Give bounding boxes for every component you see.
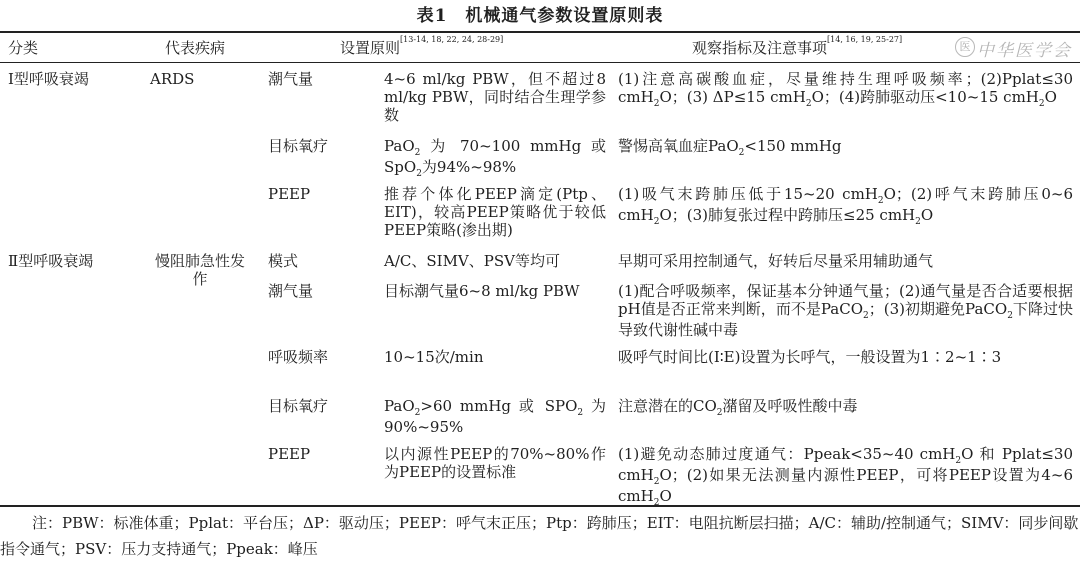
row3-principle: 推荐个体化PEEP滴定(Ptp、EIT)，较高PEEP策略优于较低PEEP策略(渗出期) — [384, 185, 606, 239]
row8-notes: (1)避免动态肺过度通气：Ppeak<35~40 cmH$_2$O 和 Pplat≤30 cmH$_2$O；(2)如果无法测量内源性PEEP，可将PEEP设置为4~6 cmH$_2$O — [618, 445, 1073, 508]
table-top-rule — [0, 31, 1080, 33]
header-notes — [692, 37, 902, 58]
row1-principle: 4~6 ml/kg PBW，但不超过8 ml/kg PBW，同时结合生理学参数 — [384, 70, 606, 124]
row4-principle: A/C、SIMV、PSV等均可 — [384, 252, 560, 270]
row1-disease: ARDS — [150, 70, 195, 88]
header-notes-ref: [14, 16, 19, 25-27] — [827, 35, 903, 44]
table-header-rule — [0, 62, 1080, 63]
row2-notes: 警惕高氧血症PaO$_2$<150 mmHg — [618, 137, 842, 158]
row6-param: 呼吸频率 — [268, 348, 329, 366]
row1-notes: (1)注意高碳酸血症，尽量维持生理呼吸频率；(2)Pplat≤30 cmH$_2$O；(3) ΔP≤15 cmH$_2$O；(4)跨肺驱动压<10~15 cmH$_2$O — [618, 70, 1073, 109]
row4-category: Ⅱ型呼吸衰竭 — [8, 252, 94, 270]
header-principle-ref: [13-14, 18, 22, 24, 28-29] — [400, 35, 504, 44]
watermark-seal: 医 — [955, 37, 975, 57]
row2-param: 目标氧疗 — [268, 137, 329, 155]
row1-category: Ⅰ型呼吸衰竭 — [8, 70, 89, 88]
watermark: 中华医学会 — [977, 41, 1072, 61]
row6-principle: 10~15次/min — [384, 348, 484, 366]
row1-param: 潮气量 — [268, 70, 314, 88]
header-notes-label: 观察指标及注意事项 — [692, 39, 828, 57]
row5-param: 潮气量 — [268, 282, 314, 300]
header-category: 分类 — [8, 39, 39, 57]
header-disease: 代表疾病 — [165, 39, 226, 57]
row8-principle: 以内源性PEEP的70%~80%作为PEEP的设置标准 — [384, 445, 606, 481]
row4-param: 模式 — [268, 252, 299, 270]
row5-notes: (1)配合呼吸频率，保证基本分钟通气量；(2)通气量是否合适要根据pH值是否正常来判断，而不是PaCO$_2$；(3)初期避免PaCO$_2$下降过快导致代谢性碱中毒 — [618, 282, 1073, 339]
row7-notes: 注意潜在的$CO_2$潴留及呼吸性酸中毒 — [618, 397, 858, 418]
row5-principle: 目标潮气量6~8 ml/kg PBW — [384, 282, 580, 300]
row2-principle: PaO$_2$ 为 70~100 mmHg 或 SpO$_2$为94%~98% — [384, 137, 606, 179]
row3-param: PEEP — [268, 185, 311, 203]
row7-principle: PaO$_2$>60 mmHg 或 $SPO_2$ 为 90%~95% — [384, 397, 606, 436]
row8-param: PEEP — [268, 445, 311, 463]
row4-disease: 慢阻肺急性发作 — [154, 252, 245, 288]
header-principle-label: 设置原则 — [340, 39, 401, 57]
row3-notes: (1)吸气末跨肺压低于15~20 cmH$_2$O；(2)呼气末跨肺压0~6 cmH$_2$O；(3)肺复张过程中跨肺压≤25 cmH$_2$O — [618, 185, 1073, 227]
header-principle — [340, 37, 503, 58]
row6-notes: 吸呼气时间比(I∶E)设置为长呼气，一般设置为1∶2~1∶3 — [618, 348, 1002, 366]
row7-param: 目标氧疗 — [268, 397, 329, 415]
table-title: 表1 机械通气参数设置原则表 — [416, 6, 664, 26]
row4-notes: 早期可采用控制通气，好转后尽量采用辅助通气 — [618, 252, 934, 270]
table-footnote: 注：PBW：标准体重；Pplat：平台压；ΔP：驱动压；PEEP：呼气末正压；Ptp：跨肺压；EIT：电阻抗断层扫描；A/C：辅助/控制通气；SIMV：同步间歇指令通气；PSV：压力支持通气；Ppeak：峰压 — [0, 514, 1079, 558]
